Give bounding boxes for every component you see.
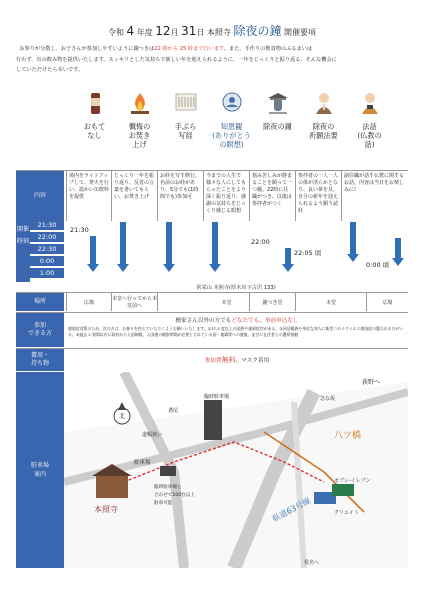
- time-arrow: [90, 236, 96, 272]
- event-label: 除夜の 祈願法要: [309, 122, 338, 140]
- row-header-place: 場所: [16, 293, 64, 311]
- map-hanamizuki: 鳶尾: [168, 408, 179, 414]
- place-row: [16, 292, 408, 310]
- map-kyuhei: 急な坂: [320, 396, 336, 402]
- time-arrow: [166, 222, 172, 272]
- event-label: 懺悔の お焚き 上げ: [128, 122, 151, 149]
- time-slot: 22:30: [30, 244, 64, 255]
- row-header-content: 内容: [16, 171, 64, 221]
- place-cell: 広場: [66, 293, 111, 311]
- map-cleaners: クリエイト: [334, 510, 359, 516]
- row-header-join: 参加 できる方: [16, 313, 64, 347]
- place-cell: 広場: [366, 293, 408, 311]
- time-arrow: [350, 222, 356, 262]
- time-note-start: 21:30: [70, 226, 89, 234]
- content-row: [16, 170, 408, 220]
- place-cell: 本堂: [157, 293, 295, 311]
- join-main: 檀家さん以外の方でもどなたでも、事前申込なし: [175, 318, 299, 324]
- content-cell-4: 今までの人生で様々な人にしてもらったことをより深く振り返り、感謝の気持ちをじっくり感じる瞑想: [203, 171, 249, 221]
- map-parking: 駐車場: [134, 460, 151, 466]
- content-cell-3: お経を写す修行。名前のお経があり、5分でも(1時間でも)参加可: [157, 171, 203, 221]
- place-cell: 鐘つき堂: [249, 293, 295, 311]
- time-arrow: [285, 248, 291, 272]
- cost-text: 参加費無料、マスク着用: [204, 356, 270, 364]
- event-label: 除夜の鐘: [263, 122, 292, 131]
- row-header-parking: 駐車場 案内: [16, 372, 64, 568]
- content-cell-1: 境内をライトアップして、焚火を行い、温かい缶飲料を提供: [66, 171, 111, 221]
- meditation-icon: [219, 90, 245, 116]
- event-label: 手ぶら 写経: [174, 122, 197, 140]
- time-arrow: [395, 238, 401, 266]
- cost-row: [16, 348, 408, 370]
- row-header-time: 開催時刻: [16, 220, 30, 282]
- time-slot: 0:00: [30, 256, 64, 267]
- map-note1: 臨時駐車場と: [154, 485, 182, 490]
- map-note3: 駐車可能: [154, 501, 173, 506]
- map-aikawa: 愛名へ: [304, 560, 320, 566]
- join-row: [16, 312, 408, 346]
- time-arrow: [212, 222, 218, 272]
- event-icons: [66, 90, 408, 160]
- map-route: 県道63号線: [270, 496, 313, 524]
- time-note-talk: 0:00 頃: [366, 261, 390, 269]
- time-slot: 21:30: [30, 220, 64, 231]
- access-map: [64, 372, 408, 568]
- map-narrow: 道幅狭い: [142, 432, 163, 438]
- event-label: おもて なし: [83, 122, 106, 140]
- row-header-cost: 費用・ 持ち物: [16, 349, 64, 371]
- content-cell-6: 参拝者の一人一人の体が清らかとなり、良い夢を見、自分の新年を迎えられるよう願う読経: [295, 171, 341, 221]
- event-label: 法話 (仏教の 話): [357, 122, 382, 149]
- join-note: 感染症対策のため、次の方は、お参りを控えていただくようお願いいたします。①37.5 度以上の発熱や風邪症状がある。②同居親族や身近な知人に新型コロナウイルス感染症の疑われる方がいる。③過去 2 週間以内に政府から入国制限、入国後の観察期間が必要とされている国・地域等への渡航、並びに在住者との濃厚接触: [68, 326, 404, 337]
- place-cell: 本堂: [295, 293, 366, 311]
- temple-address: 常栄山 本照寺(厚木市下古沢 133): [196, 285, 276, 291]
- time-note-bell: 22:00: [251, 238, 270, 246]
- temple-bell-icon: [265, 90, 291, 116]
- map-ogino: 荻野へ: [362, 379, 381, 386]
- time-arrow: [120, 222, 126, 272]
- map-north: 北: [118, 413, 126, 420]
- time-slot: 1:00: [30, 268, 64, 279]
- event-howa: [341, 90, 398, 160]
- content-cell-5: 悩み苦しみが静まることを願って一つ鐘。22時に住職がつき、以後は参拝者がつく: [249, 171, 295, 221]
- drink-can-icon: [82, 90, 108, 116]
- monk-talk-icon: [357, 90, 383, 116]
- map-seven: セブン-イレブン: [334, 478, 371, 484]
- content-cell-7: 副住職が話す仏教に関するお話。内容は当日をお楽しみに!: [341, 171, 408, 221]
- map-yatsuhashi: 八ツ橋: [334, 431, 362, 441]
- bonfire-icon: [127, 90, 153, 116]
- event-label: 知恩観 (ありがとう の瞑想): [212, 122, 251, 149]
- map-temp-parking: 臨時駐車場: [204, 394, 230, 400]
- page-title: 令和 4 年度 12月 31日 本照寺 除夜の鐘 開催要項: [107, 24, 317, 38]
- sutra-copy-icon: [173, 90, 199, 116]
- time-grid: [16, 220, 64, 282]
- map-note2: 合わせて100台以上: [154, 493, 195, 498]
- time-note-prayer: 22:05 頃: [294, 249, 322, 257]
- place-cell: 本堂へ行ってから本堂前へ: [111, 293, 157, 311]
- intro-text: お参りが分散し、お子さんが参加しやすいように鐘つきは22 時から 25 時まで行います。また、手作りの飲食物のふるまいは 行わず、缶の飲み物を提供いたします。スッキリとした気持ちで新しい年を迎えられるように、一年をじっくりと振り返る、そんな機会に していただけたら幸いです。: [16, 46, 337, 73]
- time-slot: 22:00: [30, 232, 64, 243]
- monk-prayer-icon: [311, 90, 337, 116]
- map-temple-name: 本照寺: [94, 505, 118, 514]
- content-cell-2: じっくり一年を振り返り、反省の言葉を書いてもらい、お焚き上げ: [111, 171, 157, 221]
